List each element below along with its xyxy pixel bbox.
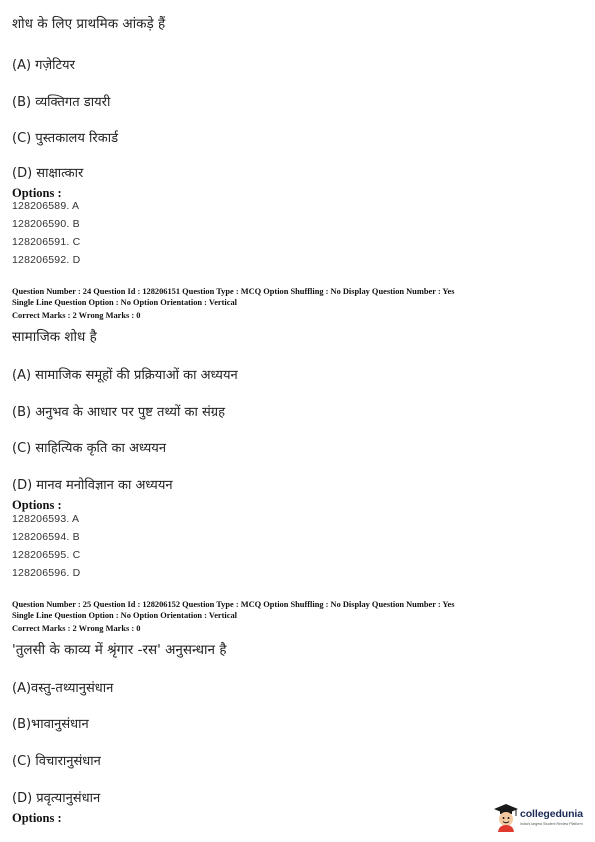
- q25-meta-line-2: Single Line Question Option : No Option Orientation : Vertical: [12, 611, 237, 620]
- q25-option-c: (C) विचारानुसंधान: [12, 754, 101, 769]
- q25-options-label: Options :: [12, 811, 62, 825]
- q24-option-code-b: 128206594. B: [12, 531, 80, 543]
- q24-option-code-a: 128206593. A: [12, 513, 80, 525]
- question-23-text: शोध के लिए प्राथमिक आंकड़े हैं: [12, 16, 166, 32]
- q24-meta-line-2: Single Line Question Option : No Option Orientation : Vertical: [12, 298, 237, 307]
- logo-wordmark: collegedunia: [520, 808, 583, 820]
- q23-option-d: (D) साक्षात्कार: [12, 166, 84, 181]
- q23-option-a: (A) गज़ेटियर: [12, 58, 75, 73]
- question-24-text: सामाजिक शोध है: [12, 329, 97, 345]
- q23-option-b: (B) व्यक्तिगत डायरी: [12, 95, 111, 110]
- q23-option-code-c: 128206591. C: [12, 236, 81, 248]
- question-25-text: 'तुलसी के काव्य में श्रृंगार -रस' अनुसन्धान है: [12, 642, 227, 658]
- q24-marks: Correct Marks : 2 Wrong Marks : 0: [12, 311, 141, 320]
- q24-option-a: (A) सामाजिक समूहों की प्रक्रियाओं का अध्ययन: [12, 368, 238, 383]
- q24-option-b: (B) अनुभव के आधार पर पुष्ट तथ्यों का संग्रह: [12, 405, 225, 420]
- q23-option-code-d: 128206592. D: [12, 254, 81, 266]
- q24-option-c: (C) साहित्यिक कृति का अध्ययन: [12, 441, 167, 456]
- q24-options-label: Options :: [12, 498, 62, 512]
- q24-option-d: (D) मानव मनोविज्ञान का अध्ययन: [12, 478, 173, 493]
- q24-meta-line-1: Question Number : 24 Question Id : 128206151 Question Type : MCQ Option Shuffling : No Display Question Number : Yes: [12, 287, 455, 296]
- q24-option-code-d: 128206596. D: [12, 567, 81, 579]
- q25-option-d: (D) प्रवृत्यानुसंधान: [12, 791, 101, 806]
- logo-tagline: India's largest Student Review Platform: [520, 822, 583, 826]
- collegedunia-logo: [493, 802, 591, 832]
- q23-options-label: Options :: [12, 186, 62, 200]
- q25-option-b: (B)भावानुसंधान: [12, 717, 89, 732]
- graduate-mascot-icon: [493, 802, 519, 832]
- q25-meta-line-1: Question Number : 25 Question Id : 128206152 Question Type : MCQ Option Shuffling : No Display Question Number : Yes: [12, 600, 455, 609]
- q25-marks: Correct Marks : 2 Wrong Marks : 0: [12, 624, 141, 633]
- q23-option-code-b: 128206590. B: [12, 218, 80, 230]
- q24-option-code-c: 128206595. C: [12, 549, 81, 561]
- q25-option-a: (A)वस्तु-तथ्यानुसंधान: [12, 681, 114, 696]
- q23-option-code-a: 128206589. A: [12, 200, 80, 212]
- q23-option-c: (C) पुस्तकालय रिकार्ड: [12, 131, 119, 146]
